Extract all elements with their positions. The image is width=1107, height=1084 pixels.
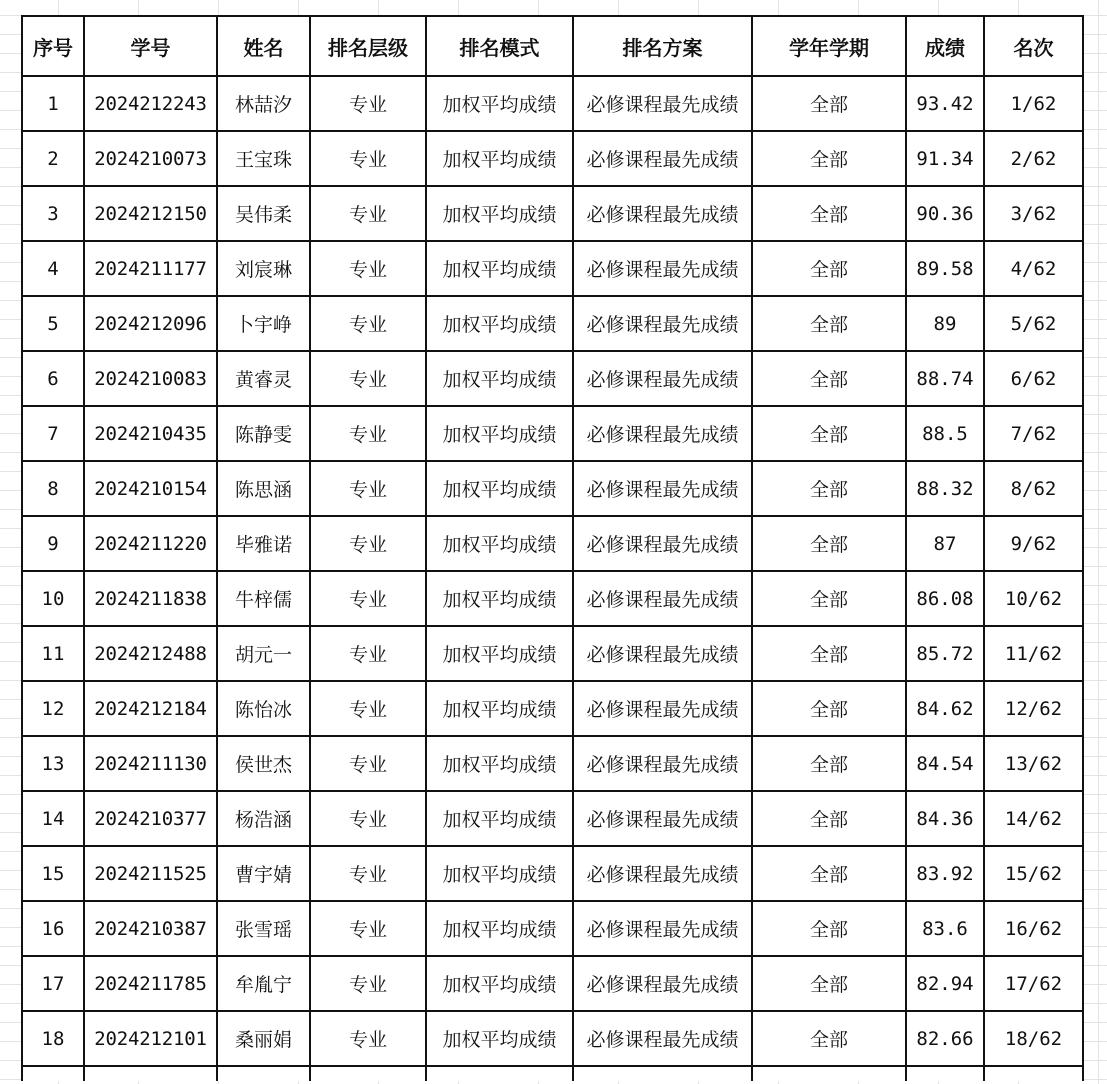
cell-score[interactable]: 93.42 [906,76,984,131]
cell-student-id[interactable]: 2024211838 [84,571,217,626]
cell-rank-scheme[interactable]: 必修课程最先成绩 [573,791,752,846]
cell-rank-level[interactable]: 专业 [310,406,426,461]
cell-rank-scheme[interactable]: 必修课程最先成绩 [573,186,752,241]
table-row [22,681,1083,736]
cell-rank-scheme[interactable]: 必修课程最先成绩 [573,131,752,186]
cell-rank-scheme[interactable]: 必修课程最先成绩 [573,296,752,351]
cell-name[interactable]: 侯世杰 [217,736,310,791]
header-student-id[interactable]: 学号 [84,16,217,76]
cell-rank-mode[interactable]: 加权平均成绩 [426,76,573,131]
table-row [22,516,1083,571]
cell-rank-mode[interactable]: 加权平均成绩 [426,846,573,901]
header-score[interactable]: 成绩 [906,16,984,76]
cell-academic-term[interactable]: 全部 [752,296,906,351]
cell-student-id[interactable]: 2024212101 [84,1011,217,1066]
cell-rank-level[interactable]: 专业 [310,296,426,351]
cell-rank[interactable]: 15/62 [984,846,1083,901]
cell-academic-term[interactable]: 全部 [752,76,906,131]
header-rank-level[interactable]: 排名层级 [310,16,426,76]
cell-academic-term[interactable]: 全部 [752,626,906,681]
cell-student-id[interactable]: 2024210387 [84,901,217,956]
cell-rank-scheme[interactable]: 必修课程最先成绩 [573,241,752,296]
cell-rank[interactable]: 5/62 [984,296,1083,351]
cell-rank-level[interactable]: 专业 [310,956,426,1011]
cell-academic-term[interactable]: 全部 [752,461,906,516]
cell-student-id[interactable]: 2024212243 [84,76,217,131]
cell-academic-term[interactable]: 全部 [752,351,906,406]
table-body [22,76,1083,1066]
cell-rank-mode[interactable]: 加权平均成绩 [426,241,573,296]
cell-name[interactable]: 陈静雯 [217,406,310,461]
cell-rank-level[interactable]: 专业 [310,241,426,296]
header-academic-term[interactable]: 学年学期 [752,16,906,76]
cell-name[interactable]: 胡元一 [217,626,310,681]
table-row [22,186,1083,241]
cell-name[interactable]: 林喆汐 [217,76,310,131]
cell-rank[interactable]: 12/62 [984,681,1083,736]
table-row [22,791,1083,846]
header-rank[interactable]: 名次 [984,16,1083,76]
cell-index[interactable]: 9 [22,516,84,571]
cell-rank-scheme[interactable]: 必修课程最先成绩 [573,571,752,626]
cell-index[interactable]: 16 [22,901,84,956]
cell-index[interactable]: 6 [22,351,84,406]
table-row [22,406,1083,461]
cell-rank-scheme[interactable]: 必修课程最先成绩 [573,681,752,736]
cell-score[interactable]: 85.72 [906,626,984,681]
cell-student-id[interactable]: 2024212488 [84,626,217,681]
table-row [22,956,1083,1011]
cell-rank-scheme[interactable]: 必修课程最先成绩 [573,516,752,571]
table-row [22,76,1083,131]
cell-rank[interactable]: 3/62 [984,186,1083,241]
cell-rank-mode[interactable]: 加权平均成绩 [426,131,573,186]
cell-rank-scheme[interactable]: 必修课程最先成绩 [573,901,752,956]
cell-name[interactable]: 牟胤宁 [217,956,310,1011]
cell-name[interactable]: 杨浩涵 [217,791,310,846]
cell-name[interactable]: 吴伟柔 [217,186,310,241]
cell-rank[interactable]: 13/62 [984,736,1083,791]
cell-rank-mode[interactable]: 加权平均成绩 [426,791,573,846]
table-row [22,241,1083,296]
cell-score[interactable]: 91.34 [906,131,984,186]
cell-rank-mode[interactable]: 加权平均成绩 [426,681,573,736]
cell-rank[interactable]: 10/62 [984,571,1083,626]
cell-rank[interactable]: 4/62 [984,241,1083,296]
cell-rank-mode[interactable]: 加权平均成绩 [426,296,573,351]
cell-name[interactable]: 陈思涵 [217,461,310,516]
cell-academic-term[interactable]: 全部 [752,1011,906,1066]
cell-index[interactable]: 10 [22,571,84,626]
cell-name[interactable]: 张雪瑶 [217,901,310,956]
cell-name[interactable]: 牛梓儒 [217,571,310,626]
cell-score[interactable]: 88.74 [906,351,984,406]
cell-student-id[interactable]: 2024210083 [84,351,217,406]
cell-score[interactable]: 88.5 [906,406,984,461]
table-row [22,901,1083,956]
cell-rank[interactable]: 16/62 [984,901,1083,956]
cell-rank-mode[interactable]: 加权平均成绩 [426,186,573,241]
cell-name[interactable]: 刘宸琳 [217,241,310,296]
cell-name[interactable]: 陈怡冰 [217,681,310,736]
header-index[interactable]: 序号 [22,16,84,76]
header-name[interactable]: 姓名 [217,16,310,76]
cell-rank-level[interactable]: 专业 [310,791,426,846]
cell-rank[interactable]: 17/62 [984,956,1083,1011]
cell-rank-level[interactable]: 专业 [310,1011,426,1066]
cell-score[interactable]: 82.94 [906,956,984,1011]
cell-index[interactable]: 13 [22,736,84,791]
cell-index[interactable]: 1 [22,76,84,131]
cell-academic-term[interactable]: 全部 [752,406,906,461]
cell-student-id[interactable]: 2024211177 [84,241,217,296]
cell-score[interactable]: 84.62 [906,681,984,736]
cell-rank-scheme[interactable]: 必修课程最先成绩 [573,736,752,791]
header-row [22,16,1083,76]
table-row [22,736,1083,791]
cell-rank-mode[interactable]: 加权平均成绩 [426,626,573,681]
cell-rank-scheme[interactable]: 必修课程最先成绩 [573,461,752,516]
cell-index[interactable]: 15 [22,846,84,901]
cell-student-id[interactable]: 2024212150 [84,186,217,241]
cell-student-id[interactable]: 2024211785 [84,956,217,1011]
cell-rank-mode[interactable]: 加权平均成绩 [426,1011,573,1066]
cell-academic-term[interactable]: 全部 [752,956,906,1011]
cell-rank-level[interactable]: 专业 [310,186,426,241]
cell-index[interactable]: 5 [22,296,84,351]
cell-index[interactable]: 14 [22,791,84,846]
cell-academic-term[interactable]: 全部 [752,131,906,186]
cell-score[interactable]: 89.58 [906,241,984,296]
cell-rank-scheme[interactable]: 必修课程最先成绩 [573,1011,752,1066]
partial-next-row [22,1066,1083,1081]
cell-rank-level[interactable]: 专业 [310,626,426,681]
cell-rank-scheme[interactable]: 必修课程最先成绩 [573,406,752,461]
cell-academic-term[interactable]: 全部 [752,241,906,296]
table-row [22,131,1083,186]
cell-rank-level[interactable]: 专业 [310,736,426,791]
cell-rank-mode[interactable]: 加权平均成绩 [426,516,573,571]
cell-index[interactable]: 3 [22,186,84,241]
cell-student-id[interactable]: 2024212184 [84,681,217,736]
cell-score[interactable]: 89 [906,296,984,351]
ranking-table [21,15,1084,1081]
cell-index[interactable]: 2 [22,131,84,186]
cell-rank-scheme[interactable]: 必修课程最先成绩 [573,351,752,406]
cell-student-id[interactable]: 2024211220 [84,516,217,571]
cell-rank-mode[interactable]: 加权平均成绩 [426,571,573,626]
cell-score[interactable]: 90.36 [906,186,984,241]
table-row [22,571,1083,626]
cell-rank-level[interactable]: 专业 [310,131,426,186]
cell-name[interactable]: 毕雅诺 [217,516,310,571]
cell-student-id[interactable]: 2024210435 [84,406,217,461]
cell-score[interactable]: 87 [906,516,984,571]
cell-rank[interactable]: 2/62 [984,131,1083,186]
cell-score[interactable]: 86.08 [906,571,984,626]
cell-academic-term[interactable]: 全部 [752,901,906,956]
cell-rank[interactable]: 1/62 [984,76,1083,131]
cell-student-id[interactable]: 2024212096 [84,296,217,351]
cell-score[interactable]: 82.66 [906,1011,984,1066]
cell-rank-scheme[interactable]: 必修课程最先成绩 [573,846,752,901]
cell-rank-level[interactable]: 专业 [310,846,426,901]
cell-index[interactable]: 11 [22,626,84,681]
cell-rank-scheme[interactable]: 必修课程最先成绩 [573,956,752,1011]
cell-rank-level[interactable]: 专业 [310,461,426,516]
cell-rank-level[interactable]: 专业 [310,571,426,626]
table-row [22,846,1083,901]
cell-rank-level[interactable]: 专业 [310,901,426,956]
cell-academic-term[interactable]: 全部 [752,516,906,571]
cell-score[interactable]: 84.54 [906,736,984,791]
cell-score[interactable]: 83.92 [906,846,984,901]
cell-academic-term[interactable]: 全部 [752,846,906,901]
cell-rank[interactable]: 8/62 [984,461,1083,516]
cell-index[interactable]: 12 [22,681,84,736]
cell-academic-term[interactable]: 全部 [752,736,906,791]
cell-academic-term[interactable]: 全部 [752,186,906,241]
cell-score[interactable]: 88.32 [906,461,984,516]
cell-academic-term[interactable]: 全部 [752,571,906,626]
cell-rank[interactable]: 7/62 [984,406,1083,461]
cell-rank[interactable]: 6/62 [984,351,1083,406]
table-row [22,1011,1083,1066]
cell-rank-mode[interactable]: 加权平均成绩 [426,351,573,406]
cell-index[interactable]: 18 [22,1011,84,1066]
header-rank-mode[interactable]: 排名模式 [426,16,573,76]
cell-rank[interactable]: 9/62 [984,516,1083,571]
table-row [22,626,1083,681]
cell-student-id[interactable]: 2024211525 [84,846,217,901]
cell-rank[interactable]: 11/62 [984,626,1083,681]
table-row [22,461,1083,516]
cell-student-id[interactable]: 2024211130 [84,736,217,791]
cell-name[interactable]: 曹宇婧 [217,846,310,901]
cell-rank-mode[interactable]: 加权平均成绩 [426,901,573,956]
cell-rank-mode[interactable]: 加权平均成绩 [426,406,573,461]
table-row [22,351,1083,406]
cell-name[interactable]: 桑丽娟 [217,1011,310,1066]
cell-student-id[interactable]: 2024210154 [84,461,217,516]
cell-name[interactable]: 卜宇峥 [217,296,310,351]
cell-rank[interactable]: 18/62 [984,1011,1083,1066]
cell-index[interactable]: 4 [22,241,84,296]
cell-rank[interactable]: 14/62 [984,791,1083,846]
cell-score[interactable]: 84.36 [906,791,984,846]
cell-score[interactable]: 83.6 [906,901,984,956]
cell-name[interactable]: 王宝珠 [217,131,310,186]
cell-index[interactable]: 17 [22,956,84,1011]
cell-rank-scheme[interactable]: 必修课程最先成绩 [573,626,752,681]
cell-student-id[interactable]: 2024210377 [84,791,217,846]
cell-rank-level[interactable]: 专业 [310,516,426,571]
table-row [22,296,1083,351]
cell-index[interactable]: 8 [22,461,84,516]
cell-name[interactable]: 黄睿灵 [217,351,310,406]
cell-rank-level[interactable]: 专业 [310,351,426,406]
header-rank-scheme[interactable]: 排名方案 [573,16,752,76]
cell-rank-level[interactable]: 专业 [310,681,426,736]
cell-index[interactable]: 7 [22,406,84,461]
cell-rank-scheme[interactable]: 必修课程最先成绩 [573,76,752,131]
cell-academic-term[interactable]: 全部 [752,791,906,846]
cell-student-id[interactable]: 2024210073 [84,131,217,186]
cell-rank-level[interactable]: 专业 [310,76,426,131]
cell-academic-term[interactable]: 全部 [752,681,906,736]
cell-rank-mode[interactable]: 加权平均成绩 [426,956,573,1011]
cell-rank-mode[interactable]: 加权平均成绩 [426,461,573,516]
cell-rank-mode[interactable]: 加权平均成绩 [426,736,573,791]
